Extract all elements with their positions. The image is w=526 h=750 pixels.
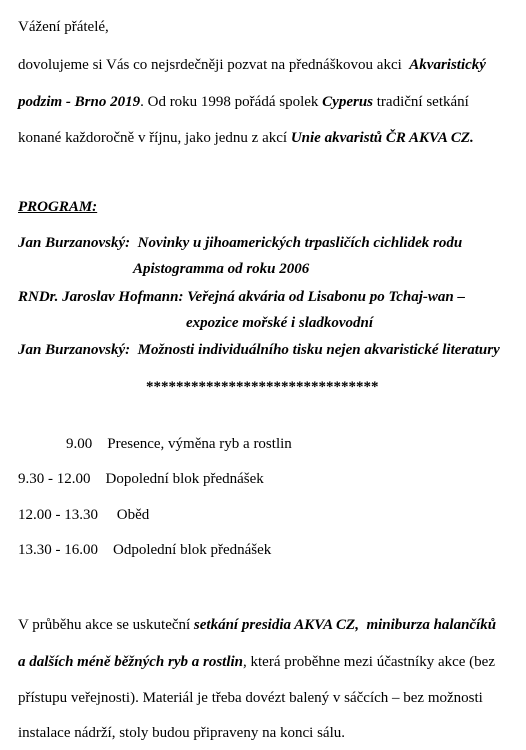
schedule-row [18,506,149,524]
schedule-time: 9.00 [66,436,93,452]
closing-line-1 [18,616,496,634]
talk-speaker: Jan Burzanovský: [18,342,131,358]
intro-text: konané každoročně v říjnu, jako jednu z akcí [18,130,288,146]
talk-title: Veřejná akvária od Lisabonu po Tchaj-wan – [187,289,466,305]
event-name-part-2: podzim - Brno 2019 [18,94,141,110]
schedule-row [66,435,292,453]
schedule-time: 9.30 - 12.00 [18,471,91,487]
closing-text: V průběhu akce se uskuteční [18,617,191,633]
mini-market-cont: a dalších méně běžných ryb a rostlin [18,654,244,670]
closing-line-3: přístupu veřejnosti). Materiál je třeba dovézt balený v sáčcích – bez možnosti [18,690,483,706]
talk-speaker: Jan Burzanovský: [18,235,131,251]
closing-line-2 [18,653,495,671]
program-heading: PROGRAM: [18,199,98,215]
schedule-time: 12.00 - 13.30 [18,507,98,523]
schedule-time: 13.30 - 16.00 [18,542,98,558]
schedule-row [18,541,271,559]
intro-text: . Od roku 1998 pořádá spolek [140,94,319,110]
intro-line-2 [18,93,469,111]
event-name-part-1: Akvaristický [409,57,486,73]
talk-title: Možnosti individuálního tisku nejen akvaristické literatury [137,342,500,358]
schedule-row [18,470,264,488]
intro-line-3 [18,129,474,147]
intro-text: tradiční setkání [376,94,469,110]
talk-title-continuation: Apistogramma od roku 2006 [133,261,310,277]
schedule-activity: Presence, výměna ryb a rostlin [107,436,292,452]
greeting: Vážení přátelé, [18,19,109,35]
schedule-activity: Dopolední blok přednášek [105,471,264,487]
closing-line-4: instalace nádrží, stoly budou připraveny na konci sálu. [18,725,345,741]
organizer-name: Cyperus [322,94,374,110]
mini-market: miniburza halančíků [366,617,497,633]
presidium-meeting: setkání presidia AKVA CZ, [193,617,359,633]
intro-line-1 [18,56,486,74]
intro-text: dovolujeme si Vás co nejsrdečněji pozvat na přednáškovou akci [18,57,402,73]
separator: ******************************* [146,379,379,395]
talk-speaker: RNDr. Jaroslav Hofmann: [18,289,184,305]
talk-row-2 [18,288,465,306]
schedule-activity: Oběd [116,507,150,523]
union-name: Unie akvaristů ČR AKVA CZ. [290,130,474,146]
closing-text: , která proběhne mezi účastníky akce (bez [243,654,495,670]
talk-title: Novinky u jihoamerických trpasličích cichlidek rodu [137,235,463,251]
schedule-activity: Odpolední blok přednášek [113,542,272,558]
talk-row-3 [18,341,500,359]
talk-title-continuation: expozice mořské i sladkovodní [186,315,374,331]
talk-row-1 [18,234,462,252]
